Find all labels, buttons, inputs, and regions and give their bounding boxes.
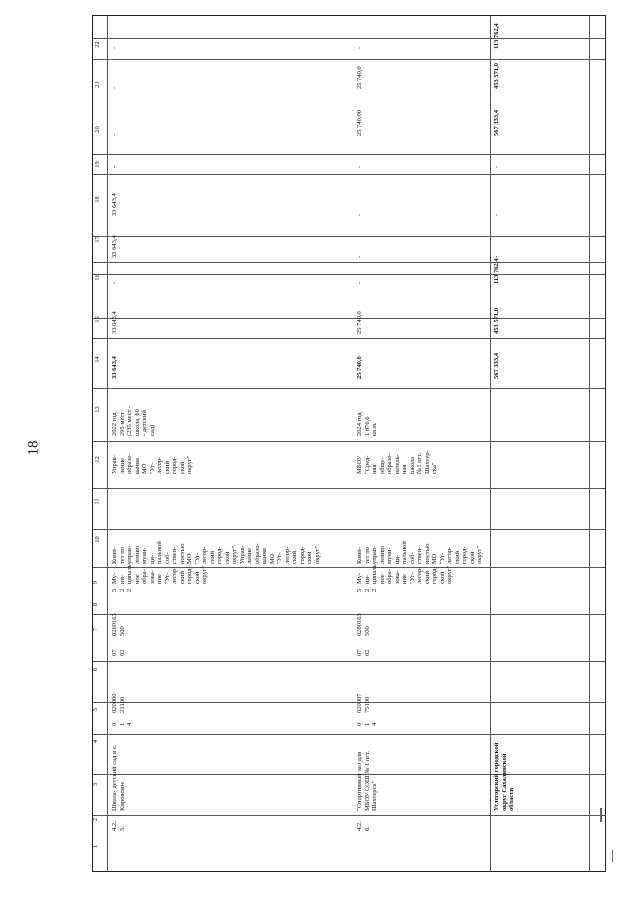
- row1-col18: 33 643,4: [111, 193, 118, 216]
- row2-col16: -: [356, 281, 363, 284]
- header-col-2: 2: [92, 817, 100, 822]
- row1-col4: 0 1 4: [111, 722, 133, 726]
- row1-col13: 2022 год 295 мест (235 мест - школа, 60 - детский сад): [111, 405, 156, 436]
- header-col-22: 22: [93, 41, 101, 48]
- header-col-17: 17: [93, 236, 101, 243]
- total-col17: -: [493, 255, 500, 258]
- row1-col15: 33 643,4: [111, 311, 118, 334]
- row2-col14: 25 740,0: [356, 356, 363, 379]
- row2-col4: 0 1 4: [356, 722, 378, 726]
- page-number: 18: [25, 440, 42, 456]
- row2-col19: -: [356, 165, 363, 168]
- row2-col5: 020007 75100: [356, 693, 371, 713]
- header-col-4: 4: [92, 739, 100, 744]
- header-col-8: 8: [92, 602, 100, 607]
- row2-col20: 25 740,00: [356, 110, 363, 136]
- row2-col12: МБОУ "Сред- няя обще- образо- ватель- ная школа №1 пгт. Шахтер- ска": [356, 450, 438, 474]
- row1-col21: -: [111, 86, 118, 89]
- row2-col15: 25 740,0: [356, 311, 363, 334]
- total-col16: 113 762,4: [493, 258, 500, 284]
- header-col-13: 13: [93, 406, 101, 413]
- total-col18: -: [493, 213, 500, 216]
- total-col19: -: [493, 165, 500, 168]
- header-col-6: 6: [92, 667, 100, 672]
- header-col-20: 20: [93, 126, 101, 133]
- row1-col14: 33 643,4: [111, 356, 118, 379]
- total-col22: 113 762,4: [493, 23, 500, 49]
- budget-table: [92, 15, 606, 872]
- row2-col22: -: [356, 46, 363, 49]
- total-name: Углегорский городской округ Сахалинской области: [493, 742, 515, 811]
- row1-col9: Му- ни- ципаль- ное обра- зова- ние "Уг- легор- ский город- ской округ": [111, 562, 208, 584]
- header-col-3: 3: [92, 782, 100, 787]
- scan-mark: [612, 850, 613, 862]
- row2-col9: Му- ни- ципаль- ное обра- зова- ние "Уг- легор- ский город- ской округ": [356, 562, 453, 584]
- row1-col19: -: [111, 165, 118, 168]
- header-col-12: 12: [93, 456, 101, 463]
- header-col-16: 16: [93, 274, 101, 281]
- row2-col7: 0280163 500: [356, 613, 371, 636]
- row1-col12: Управ- ление образо- вания МО "Уг- легор- ский город- ской округ": [111, 453, 193, 474]
- row1-number: 4.2. 5.: [111, 821, 126, 831]
- row1-col5: 020000 23100: [111, 693, 126, 713]
- header-col-7: 7: [92, 627, 100, 632]
- total-col21: 453 571,0: [493, 63, 500, 89]
- row2-name: "Спортивный зал для МБОУ СОШ № 1 пгт. Шахтерск": [356, 750, 378, 811]
- total-col15: 453 571,0: [493, 308, 500, 334]
- row1-col22: -: [111, 46, 118, 49]
- row1-col8: 5 2 2: [111, 588, 133, 592]
- header-col-10: 10: [93, 536, 101, 543]
- row1-col6: 07 02: [111, 649, 126, 656]
- row2-col21: 25 740,0: [356, 66, 363, 89]
- header-col-14: 14: [93, 356, 101, 363]
- total-col20: 567 333,4: [493, 110, 500, 136]
- header-col-19: 19: [93, 161, 101, 168]
- row2-number: 4.2. 6.: [356, 821, 371, 831]
- row1-col20: -: [111, 133, 118, 136]
- row2-col8: 5 2 2: [356, 588, 378, 592]
- total-col14: 567 333,4: [493, 353, 500, 379]
- row1-col16: -: [111, 281, 118, 284]
- row2-col13: 2024 год 1 876,6 кв.м.: [356, 412, 378, 436]
- row2-col10: Коми- тет по управ- лению муни- ци- пальной соб- ствен- ностью МО "Уг- легор- ский город- ской округ": [356, 541, 483, 564]
- row2-col18: -: [356, 213, 363, 216]
- scan-mark: [600, 808, 602, 822]
- row2-col6: 07 02: [356, 649, 371, 656]
- row1-col7: 0260163 500: [111, 613, 126, 636]
- row1-name: Школа- детский сад в с. Кировское: [111, 744, 126, 811]
- header-col-21: 21: [93, 81, 101, 88]
- row1-col17: 33 643,4: [111, 235, 118, 258]
- header-col-15: 15: [93, 316, 101, 323]
- header-col-5: 5: [92, 707, 100, 712]
- header-col-11: 11: [93, 498, 101, 505]
- row2-col17: -: [356, 255, 363, 258]
- header-col-1: 1: [92, 844, 100, 849]
- header-col-9: 9: [92, 580, 100, 585]
- header-col-18: 18: [93, 196, 101, 203]
- row1-col10: Коми- тет по управ- лению муни- ци- пальной соб- ствен- ностью МО "Уг- легор- ский город- ской округ" Управ- ление образо- вания МО "Уг- легор- ский город- ской округ": [111, 541, 321, 564]
